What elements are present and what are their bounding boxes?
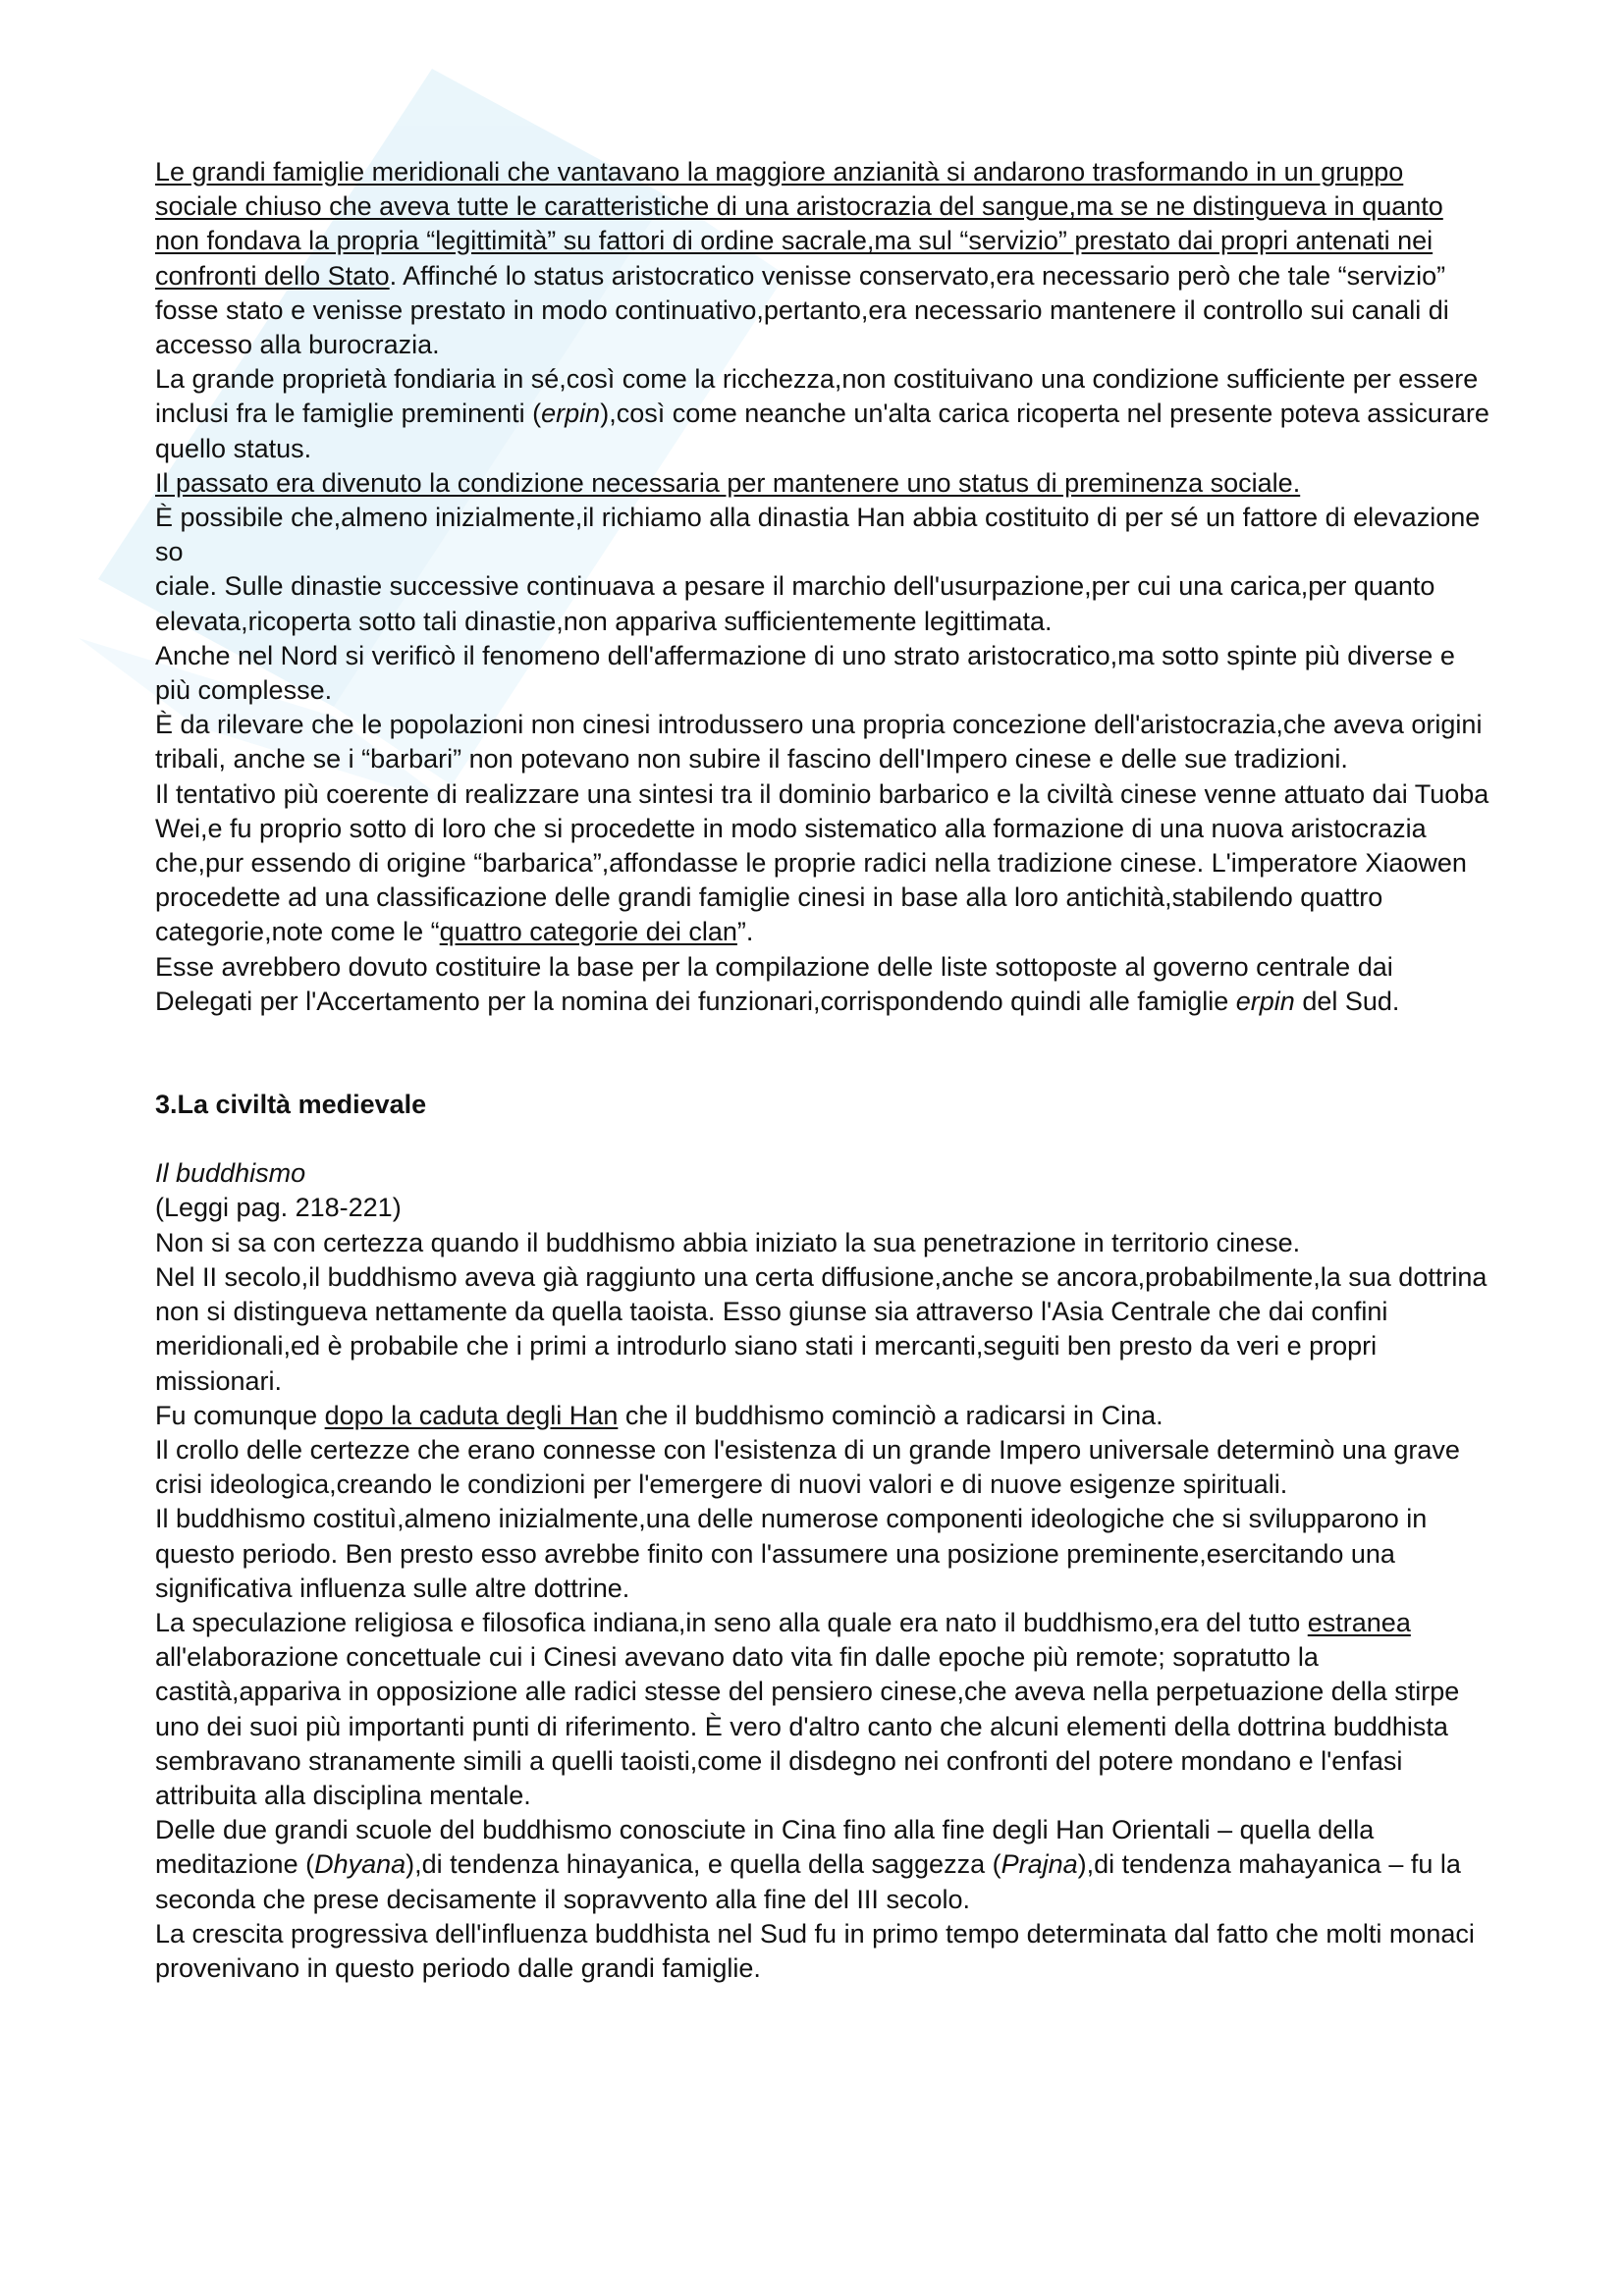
document-body <box>155 155 1490 1986</box>
paragraph: Il crollo delle certezze che erano connesse con l'esistenza di un grande Impero universale determinò una grave crisi ideologica,creando le condizioni per l'emergere di nuovi valori e di nuove esigenze spirituali. <box>155 1434 1460 1500</box>
paragraph <box>155 155 1490 362</box>
underlined-text: dopo la caduta degli Han <box>324 1400 619 1430</box>
paragraph: La crescita progressiva dell'influenza buddhista nel Sud fu in primo tempo determinata dal fatto che molti monaci provenivano in questo periodo dalle grandi famiglie. <box>155 1918 1475 1983</box>
italic-term: erpin <box>1235 986 1295 1016</box>
text: La grande proprietà fondiaria in sé,così come la ricchezza,non costituivano una condizione sufficiente per essere inclusi fra le famiglie preminenti ( <box>155 364 1479 429</box>
underlined-text: Il passato era divenuto la condizione necessaria per mantenere uno status di preminenza sociale. <box>155 467 1301 498</box>
text: Esse avrebbero dovuto costituire la base per la compilazione delle liste sottoposte al governo centrale dai Delegati per l'Accertamento per la nomina dei funzionari,corrispondendo quindi alle famiglie <box>155 951 1393 1016</box>
paragraph: Anche nel Nord si verificò il fenomeno dell'affermazione di uno strato aristocratico,ma sotto spinte più diverse e più complesse. <box>155 640 1455 706</box>
paragraph: Non si sa con certezza quando il buddhismo abbia iniziato la sua penetrazione in territorio cinese. <box>155 1227 1301 1257</box>
section-subheading: Il buddhismo <box>155 1158 306 1189</box>
paragraph <box>155 1399 1490 1433</box>
paragraph: ciale. Sulle dinastie successive continuava a pesare il marchio dell'usurpazione,per cui una carica,per quanto elevata,ricoperta sotto tali dinastie,non appariva sufficientemente legittimata. <box>155 571 1435 636</box>
underlined-text: Le grandi famiglie meridionali che vantavano la maggiore anzianità si andarono trasformando in un gruppo sociale chiuso che aveva tutte le caratteristiche di una aristocrazia del sangue,ma se ne distingueva in quanto non fondava la propria “legittimità” su fattori di ordine sacrale,ma sul “servizio” prestato dai propri antenati nei confronti dello Stato <box>155 157 1443 291</box>
text: . Affinché lo status aristocratico venisse conservato,era necessario però che tale “servizio” fosse stato e venisse prestato in modo continuativo,pertanto,era necessario mantenere il controllo sui canali di accesso alla burocrazia. <box>155 260 1449 360</box>
text: ),di tendenza hinayanica, e quella della saggezza ( <box>406 1849 1001 1880</box>
text: ),così come neanche un'alta carica ricoperta nel presente poteva assicurare quello status. <box>155 399 1489 463</box>
paragraph: Il buddhismo costituì,almeno inizialmente,una delle numerose componenti ideologiche che si svilupparono in questo periodo. Ben presto esso avrebbe finito con l'assumere una posizione preminente,esercitando una significativa influenza sulle altre dottrine. <box>155 1504 1428 1603</box>
paragraph <box>155 950 1490 1019</box>
paragraph <box>155 777 1490 950</box>
text: ”. <box>736 917 754 947</box>
paragraph <box>155 466 1490 501</box>
reading-reference: (Leggi pag. 218-221) <box>155 1193 402 1223</box>
text: ),di tendenza mahayanica – fu la seconda che prese decisamente il sopravvento alla fine del III secolo. <box>155 1849 1461 1914</box>
paragraph <box>155 1606 1490 1813</box>
italic-term: Dhyana <box>314 1849 406 1880</box>
text: Fu comunque <box>155 1400 325 1430</box>
underlined-text: estranea <box>1307 1607 1411 1637</box>
section-heading: 3.La civiltà medievale <box>155 1090 427 1120</box>
text: Il tentativo più coerente di realizzare una sintesi tra il dominio barbarico e la civiltà cinese venne attuato dai Tuoba Wei,e fu proprio sotto di loro che si procedette in modo sistematico alla formazione di una nuova aristocrazia che,pur essendo di origine “barbarica”,affondasse le proprie radici nella tradizione cinese. L'imperatore Xiaowen procedette ad una classificazione delle grandi famiglie cinesi in base alla loro antichità,stabilendo quattro categorie,note come le “ <box>155 778 1489 947</box>
text: La speculazione religiosa e filosofica indiana,in seno alla quale era nato il buddhismo,era del tutto <box>155 1607 1308 1637</box>
underlined-text: quattro categorie dei clan <box>439 917 737 947</box>
text: che il buddhismo cominciò a radicarsi in Cina. <box>618 1400 1163 1430</box>
text: del Sud. <box>1294 986 1400 1016</box>
paragraph <box>155 362 1490 466</box>
text: all'elaborazione concettuale cui i Cinesi avevano dato vita fin dalle epoche più remote; sopratutto la castità,appariva in opposizione alle radici stesse del pensiero cinese,che aveva nella perpetuazione della stirpe uno dei suoi più importanti punti di riferimento. È vero d'altro canto che alcuni elementi della dottrina buddhista sembravano stranamente simili a quelli taoisti,come il disdegno nei confronti del potere mondano e l'enfasi attribuita alla disciplina mentale. <box>155 1642 1460 1810</box>
paragraph: È possibile che,almeno inizialmente,il richiamo alla dinastia Han abbia costituito di per sé un fattore di elevazione so <box>155 503 1481 567</box>
paragraph: È da rilevare che le popolazioni non cinesi introdussero una propria concezione dell'aristocrazia,che aveva origini tribali, anche se i “barbari” non potevano non subire il fascino dell'Impero cinese e delle sue tradizioni. <box>155 710 1483 774</box>
italic-term: Prajna <box>1001 1849 1078 1880</box>
paragraph <box>155 1813 1490 1917</box>
paragraph: Nel II secolo,il buddhismo aveva già raggiunto una certa diffusione,anche se ancora,probabilmente,la sua dottrina non si distingueva nettamente da quella taoista. Esso giunse sia attraverso l'Asia Centrale che dai confini meridionali,ed è probabile che i primi a introdurlo siano stati i mercanti,seguiti ben presto da veri e propri missionari. <box>155 1261 1488 1396</box>
italic-term: erpin <box>541 399 601 429</box>
text: Delle due grandi scuole del buddhismo conosciute in Cina fino alla fine degli Han Orientali – quella della meditazione ( <box>155 1815 1375 1880</box>
